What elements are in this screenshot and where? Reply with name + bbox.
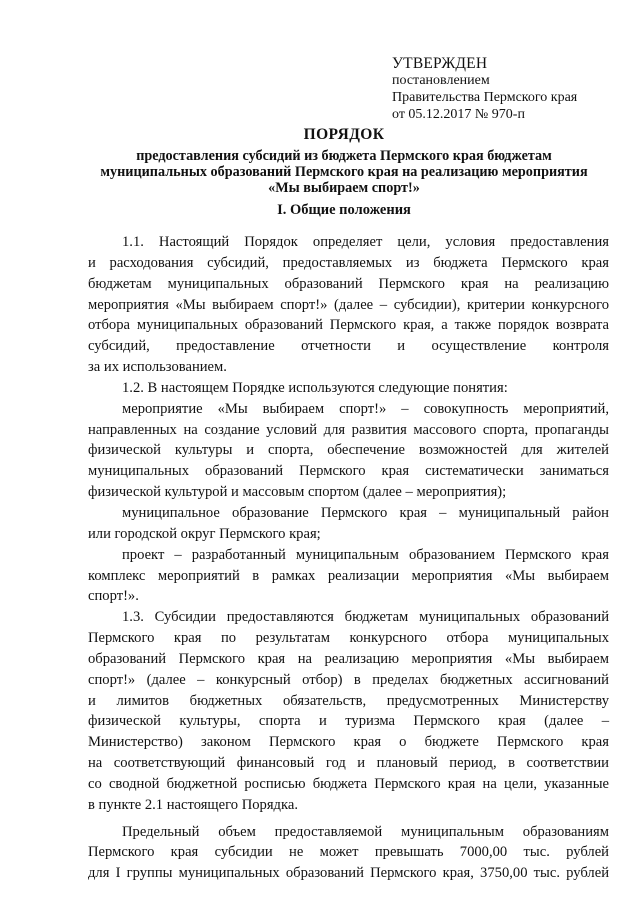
approval-line-2: Правительства Пермского края bbox=[392, 90, 578, 105]
body-line: физической культуры, спорта и туризма Пермского края (далее – bbox=[88, 713, 609, 730]
body-line: или городской округ Пермского края; bbox=[88, 525, 321, 542]
body-line: и расходования субсидий, предоставляемых из бюджета Пермского края bbox=[88, 254, 609, 271]
subtitle-line-1: предоставления субсидий из бюджета Пермского края бюджетам bbox=[136, 148, 552, 164]
body-line: комплекс мероприятий в рамках реализации мероприятия «Мы выбираем bbox=[88, 567, 609, 584]
body-line: 1.3. Субсидии предоставляются бюджетам муниципальных образований bbox=[122, 609, 609, 626]
body-line: муниципальное образование Пермского края – муниципальный район bbox=[122, 504, 609, 521]
body-line: Министерство) законом Пермского края о бюджете Пермского края bbox=[88, 734, 609, 751]
body-line: спорт!». bbox=[88, 588, 139, 605]
body-line: муниципальных образований Пермского края систематически заниматься bbox=[88, 463, 609, 480]
body-line: мероприятие «Мы выбираем спорт!» – совокупность мероприятий, bbox=[122, 400, 609, 417]
body-line: Пермского края по результатам конкурсного отбора муниципальных bbox=[88, 630, 609, 647]
approval-line-3: от 05.12.2017 № 970-п bbox=[392, 107, 525, 122]
body-line: на соответствующий финансовый год и плановый период, в соответствии bbox=[88, 755, 609, 772]
body-line: отбора муниципальных образований Пермского края, а также порядок возврата bbox=[88, 317, 609, 334]
subtitle-line-3: «Мы выбираем спорт!» bbox=[268, 180, 420, 196]
body-line: за их использованием. bbox=[88, 359, 227, 376]
body-line: физической культуры и спорта, обеспечение возможностей для жителей bbox=[88, 442, 609, 459]
subtitle-line-2: муниципальных образований Пермского края на реализацию мероприятия bbox=[100, 164, 588, 180]
body-line: спорт!» (далее – конкурсный отбор) в пределах бюджетных ассигнований bbox=[88, 671, 609, 688]
body-line: 1.2. В настоящем Порядке используются следующие понятия: bbox=[122, 379, 508, 396]
body-line: Предельный объем предоставляемой муниципальным образованиям bbox=[122, 823, 609, 840]
document-body bbox=[88, 232, 609, 884]
document-title: ПОРЯДОК bbox=[303, 126, 385, 143]
approved-label: УТВЕРЖДЕН bbox=[392, 55, 488, 72]
document-subtitle bbox=[88, 148, 600, 196]
body-line: проект – разработанный муниципальным образованием Пермского края bbox=[122, 546, 609, 563]
body-line: направленных на создание условий для развития массового спорта, пропаганды bbox=[88, 421, 609, 438]
body-line: со сводной бюджетной росписью бюджета Пермского края на цели, указанные bbox=[88, 775, 609, 792]
body-line: мероприятия «Мы выбираем спорт!» (далее – субсидии), критерии конкурсного bbox=[88, 296, 609, 313]
section-heading: I. Общие положения bbox=[277, 202, 411, 218]
body-line: 1.1. Настоящий Порядок определяет цели, условия предоставления bbox=[122, 234, 609, 250]
approval-line-1: постановлением bbox=[392, 73, 490, 88]
body-line: субсидий, предоставление отчетности и осуществление контроля bbox=[88, 338, 609, 355]
body-line: физической культурой и массовым спортом (далее – мероприятия); bbox=[88, 484, 507, 501]
body-line: Пермского края субсидии не может превышать 7000,00 тыс. рублей bbox=[88, 844, 609, 861]
body-line: и лимитов бюджетных обязательств, предусмотренных Министерству bbox=[88, 692, 609, 709]
body-line: бюджетам муниципальных образований Пермского края на реализацию bbox=[88, 275, 609, 292]
body-line: образований Пермского края на реализацию мероприятия «Мы выбираем bbox=[88, 650, 609, 667]
body-line: в пункте 2.1 настоящего Порядка. bbox=[88, 796, 298, 813]
body-line: для I группы муниципальных образований Пермского края, 3750,00 тыс. рублей bbox=[88, 865, 609, 882]
approval-stamp bbox=[392, 55, 632, 123]
